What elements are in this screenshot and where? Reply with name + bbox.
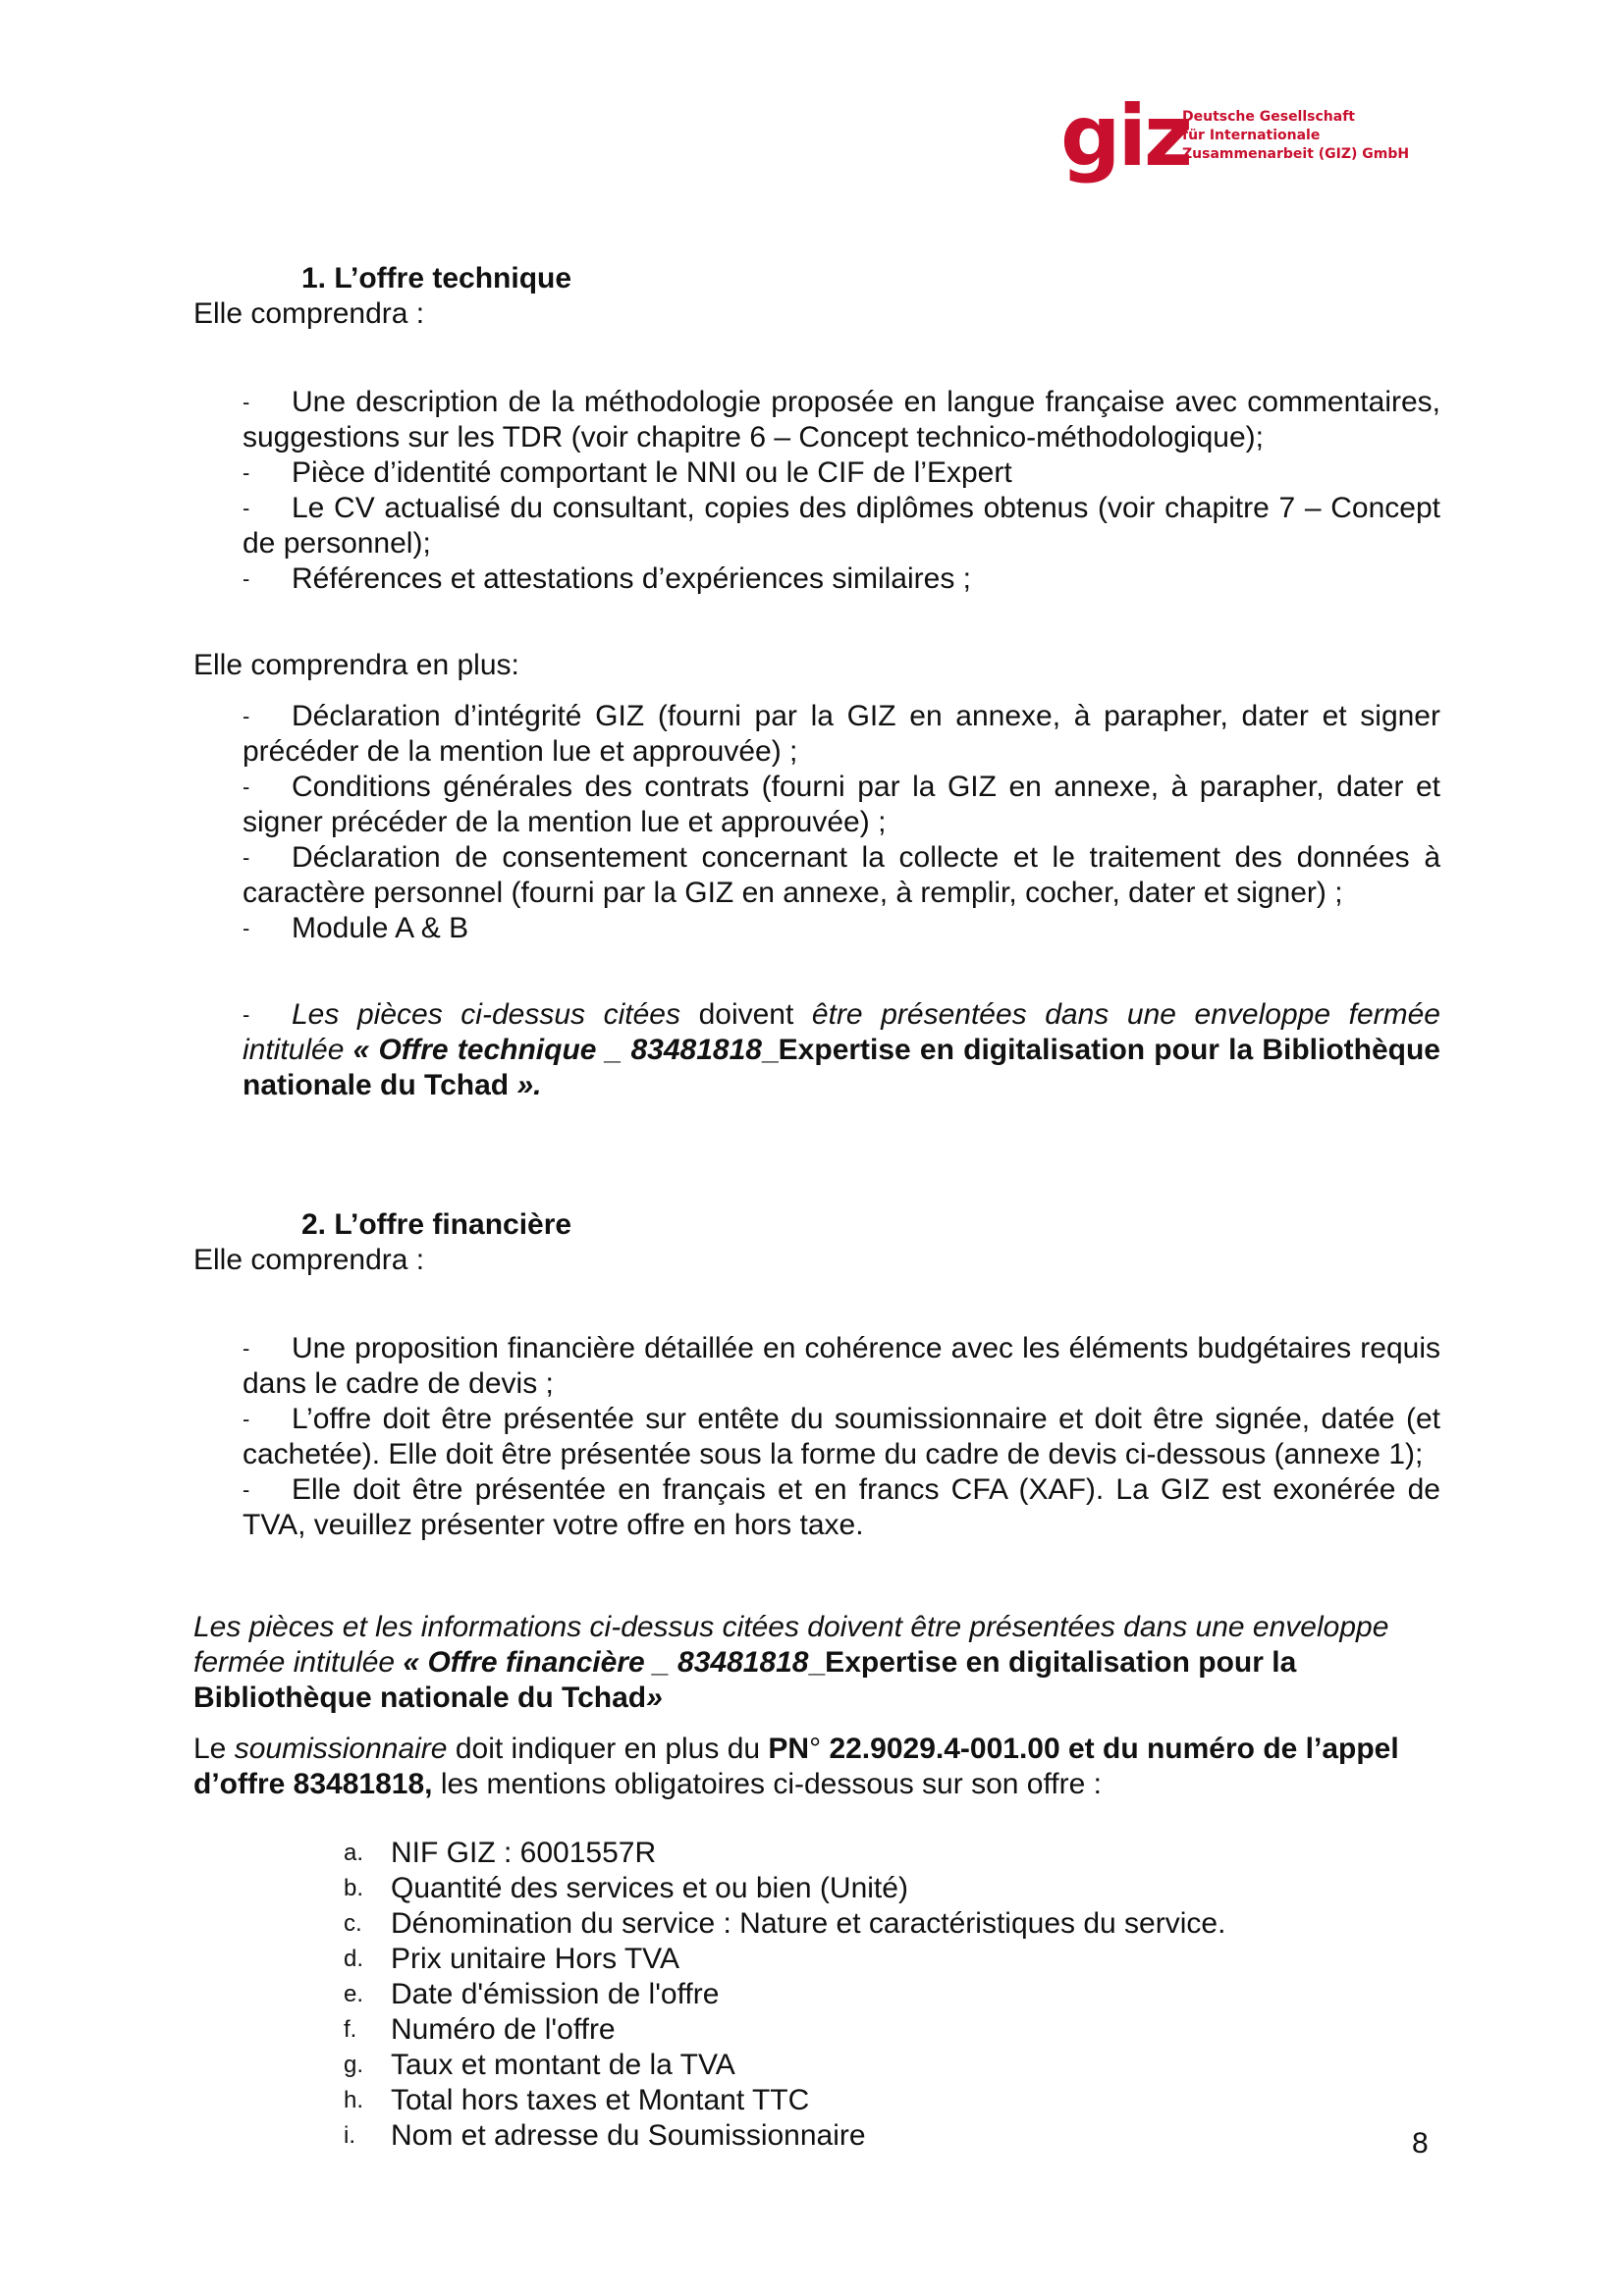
financial-envelope-note: Les pièces et les informations ci-dessus citées doivent être présentées dans une enveloppe fermée intitulée « Offre financière _ 83481818_Expertise en digitalisation pour la Bibliothèque nationale du Tchad» [193, 1611, 1389, 1714]
list-item: d. Prix unitaire Hors TVA [344, 1943, 679, 1975]
list-item: - Elle doit être présentée en français et en francs CFA (XAF). La GIZ est exonérée de TVA, veuillez présenter votre offre en hors taxe. [243, 1473, 1440, 1541]
technical-note [243, 997, 1440, 1103]
document-body [193, 261, 1440, 2154]
list-item: - Module A & B [243, 912, 469, 944]
section-title-financial: 2. L’offre financière [301, 1208, 572, 1241]
technical-list [243, 385, 1440, 597]
section-intro-extra: Elle comprendra en plus: [193, 649, 519, 681]
financial-list [243, 1331, 1440, 1543]
list-item: - Une description de la méthodologie proposée en langue française avec commentaires, suggestions sur les TDR (voir chapitre 6 – Concept technico-méthodologique); [243, 386, 1440, 454]
list-item: h. Total hors taxes et Montant TTC [344, 2084, 810, 2116]
list-item: g. Taux et montant de la TVA [344, 2049, 735, 2081]
list-item: - L’offre doit être présentée sur entête du soumissionnaire et doit être signée, datée (et cachetée). Elle doit être présentée sous la forme du cadre de devis ci-dessous (annexe 1); [243, 1403, 1440, 1470]
list-item: c. Dénomination du service : Nature et caractéristiques du service. [344, 1907, 1226, 1940]
list-item: - Déclaration de consentement concernant la collecte et le traitement des données à caractère personnel (fourni par la GIZ en annexe, à remplir, cocher, dater et signer) ; [243, 841, 1440, 909]
section-intro: Elle comprendra : [193, 1244, 425, 1276]
list-item: - Références et attestations d’expériences similaires ; [243, 562, 971, 595]
technical-extra-list [243, 699, 1440, 946]
giz-logo [1060, 87, 1414, 192]
list-item: e. Date d'émission de l'offre [344, 1978, 720, 2010]
page-number: 8 [1412, 2127, 1429, 2160]
mandatory-mentions-intro: Le soumissionnaire doit indiquer en plus du PN° 22.9029.4-001.00 et du numéro de l’appel d’offre 83481818, les mentions obligatoires ci-dessous sur son offre : [193, 1733, 1399, 1800]
list-item: - Le CV actualisé du consultant, copies des diplômes obtenus (voir chapitre 7 – Concept de personnel); [243, 492, 1440, 560]
list-item: - Pièce d’identité comportant le NNI ou le CIF de l’Expert [243, 456, 1012, 489]
section-title-technical: 1. L’offre technique [301, 262, 572, 294]
list-item: i. Nom et adresse du Soumissionnaire [344, 2119, 866, 2152]
list-item: - Conditions générales des contrats (fourni par la GIZ en annexe, à parapher, dater et signer précéder de la mention lue et approuvée) ; [243, 771, 1440, 838]
list-item: - Une proposition financière détaillée en cohérence avec les éléments budgétaires requis dans le cadre de devis ; [243, 1332, 1440, 1400]
section-intro: Elle comprendra : [193, 297, 425, 330]
mandatory-mentions-list [344, 1836, 1440, 2154]
list-item: b. Quantité des services et ou bien (Unité) [344, 1872, 908, 1904]
list-item: f. Numéro de l'offre [344, 2013, 616, 2046]
list-item: a. NIF GIZ : 6001557R [344, 1837, 657, 1869]
list-item: - Déclaration d’intégrité GIZ (fourni par la GIZ en annexe, à parapher, dater et signer précéder de la mention lue et approuvée) ; [243, 700, 1440, 768]
giz-logo-org-name: Deutsche Gesellschaft für Internationale Zusammenarbeit (GIZ) GmbH [1182, 109, 1410, 162]
list-item: - Les pièces ci-dessus citées doivent être présentées dans une enveloppe fermée intitulée « Offre technique _ 83481818_Expertise en digitalisation pour la Bibliothèque nationale du Tchad ». [243, 998, 1440, 1101]
giz-logo-mark: giz [1060, 87, 1191, 186]
